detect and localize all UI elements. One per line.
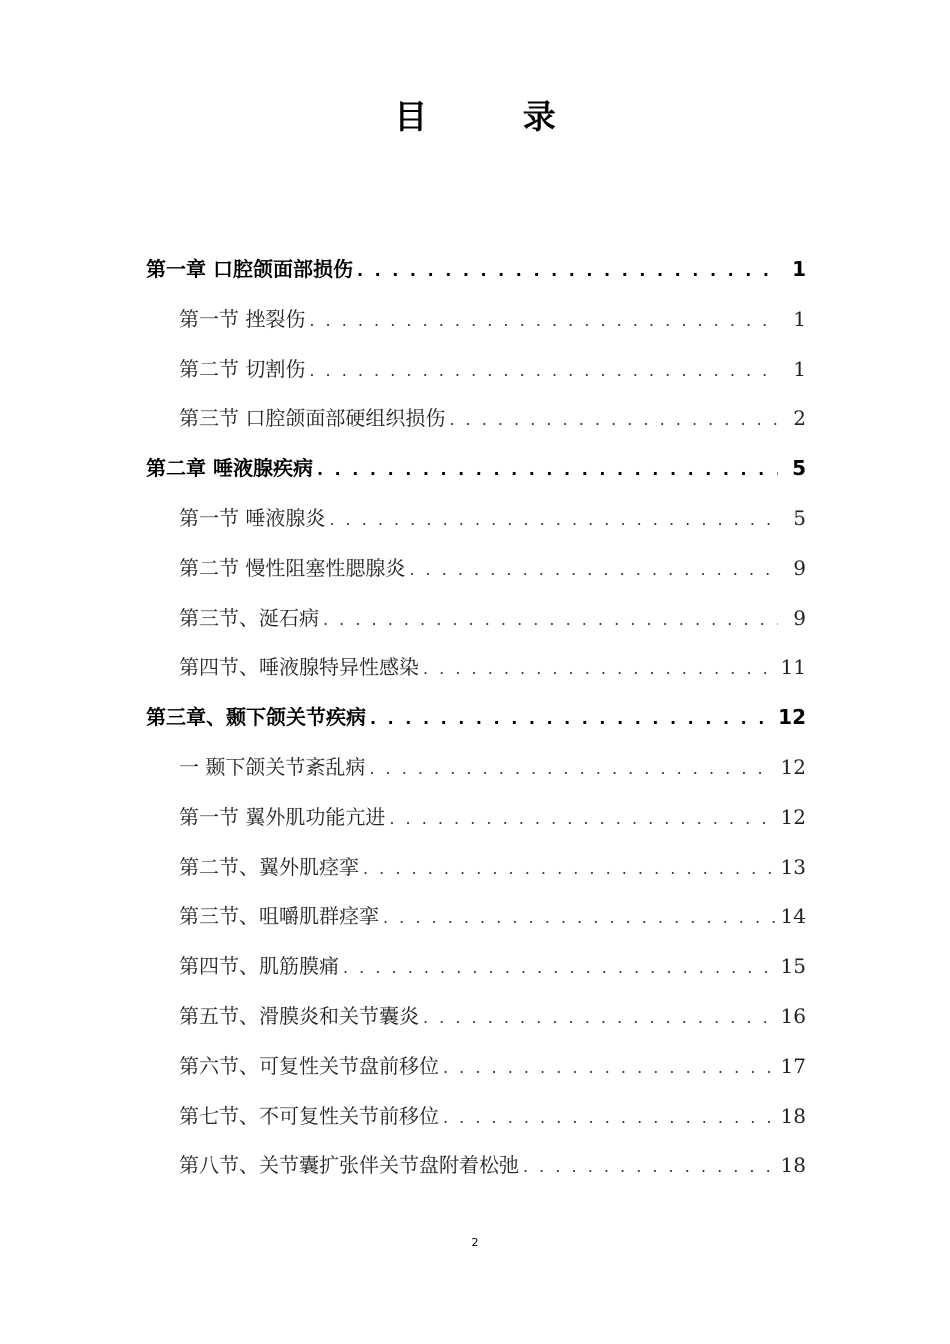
toc-leader-dots	[449, 400, 778, 440]
toc-entry-page: 2	[793, 406, 806, 431]
toc-entry-label: 第二章 唾液腺疾病	[146, 456, 313, 481]
toc-leader-dots	[317, 450, 778, 490]
toc-entry-label: 第七节、不可复性关节前移位	[179, 1103, 439, 1128]
toc-entry-label: 第四节、唾液腺特异性感染	[179, 655, 419, 680]
toc-leader-dots	[423, 998, 775, 1038]
toc-section-3-6[interactable]	[146, 1046, 806, 1096]
toc-entry-page: 13	[780, 854, 806, 879]
toc-section-1-2[interactable]	[146, 349, 806, 399]
toc-entry-label: 第一节 唾液腺炎	[179, 505, 326, 530]
toc-entry-label: 第三节、涎石病	[179, 605, 319, 630]
toc-entry-page: 1	[793, 306, 806, 331]
toc-entry-page: 12	[780, 804, 806, 829]
page-title: 目 录	[394, 97, 598, 136]
toc-entry-page: 15	[780, 954, 806, 979]
toc-entry-label: 第四节、肌筋膜痛	[179, 954, 339, 979]
toc-chapter-3[interactable]	[146, 697, 806, 747]
toc-entry-page: 16	[780, 1003, 806, 1028]
toc-section-3-7[interactable]	[146, 1096, 806, 1146]
toc-entry-page: 18	[780, 1153, 806, 1178]
toc-entry-page: 1	[792, 257, 806, 281]
toc-leader-dots	[370, 699, 772, 739]
toc-section-3-1[interactable]	[146, 797, 806, 847]
toc-section-3-0[interactable]	[146, 747, 806, 797]
toc-leader-dots	[389, 799, 774, 839]
toc-entry-page: 9	[793, 555, 806, 580]
toc-entry-label: 第八节、关节囊扩张伴关节盘附着松弛	[179, 1153, 519, 1178]
toc-leader-dots	[409, 550, 778, 590]
toc-section-3-8[interactable]	[146, 1145, 806, 1195]
toc-entry-label: 第二节 切割伤	[179, 356, 306, 381]
toc-section-1-1[interactable]	[146, 299, 806, 349]
toc-entry-label: 第三章、颞下颌关节疾病	[146, 705, 366, 730]
toc-entry-page: 17	[780, 1053, 806, 1078]
toc-entry-label: 一 颞下颌关节紊乱病	[179, 754, 366, 779]
toc-entry-page: 11	[780, 655, 806, 680]
toc-entry-label: 第一节 翼外肌功能亢进	[179, 804, 386, 829]
toc-section-3-2[interactable]	[146, 847, 806, 897]
toc-leader-dots	[369, 749, 774, 789]
toc-chapter-1[interactable]	[146, 249, 806, 299]
toc-leader-dots	[443, 1048, 775, 1088]
toc-entry-label: 第三节 口腔颌面部硬组织损伤	[179, 406, 446, 431]
toc-leader-dots	[323, 600, 778, 640]
toc-leader-dots	[329, 500, 778, 540]
toc-entry-label: 第三节、咀嚼肌群痉挛	[179, 904, 379, 929]
toc-section-3-5[interactable]	[146, 996, 806, 1046]
toc-section-1-3[interactable]	[146, 398, 806, 448]
toc-entry-label: 第一节 挫裂伤	[179, 306, 306, 331]
toc-leader-dots	[423, 649, 775, 689]
toc-entry-page: 9	[793, 605, 806, 630]
toc-entry-page: 5	[793, 505, 806, 530]
toc-entry-label: 第一章 口腔颌面部损伤	[146, 257, 353, 281]
toc-section-2-4[interactable]	[146, 647, 806, 697]
toc-section-2-3[interactable]	[146, 598, 806, 648]
toc-section-3-4[interactable]	[146, 946, 806, 996]
toc-entry-label: 第五节、滑膜炎和关节囊炎	[179, 1003, 419, 1028]
toc-chapter-2[interactable]	[146, 448, 806, 498]
toc-entry-page: 12	[780, 754, 806, 779]
toc-leader-dots	[383, 898, 775, 938]
toc-leader-dots	[309, 301, 778, 341]
toc-leader-dots	[523, 1147, 775, 1187]
toc-section-2-2[interactable]	[146, 548, 806, 598]
toc-leader-dots	[309, 351, 778, 391]
page-number: 2	[471, 1236, 479, 1249]
table-of-contents	[146, 249, 806, 1195]
toc-leader-dots	[357, 251, 778, 291]
toc-entry-label: 第六节、可复性关节盘前移位	[179, 1053, 439, 1078]
toc-entry-page: 12	[778, 705, 806, 730]
toc-entry-label: 第二节、翼外肌痉挛	[179, 854, 359, 879]
toc-entry-page: 14	[780, 904, 806, 929]
toc-entry-page: 18	[780, 1103, 806, 1128]
toc-entry-page: 5	[792, 456, 806, 481]
toc-leader-dots	[363, 849, 775, 889]
toc-entry-page: 1	[793, 356, 806, 381]
toc-section-2-1[interactable]	[146, 498, 806, 548]
toc-leader-dots	[343, 948, 775, 988]
toc-leader-dots	[443, 1098, 775, 1138]
toc-entry-label: 第二节 慢性阻塞性腮腺炎	[179, 555, 406, 580]
toc-section-3-3[interactable]	[146, 896, 806, 946]
